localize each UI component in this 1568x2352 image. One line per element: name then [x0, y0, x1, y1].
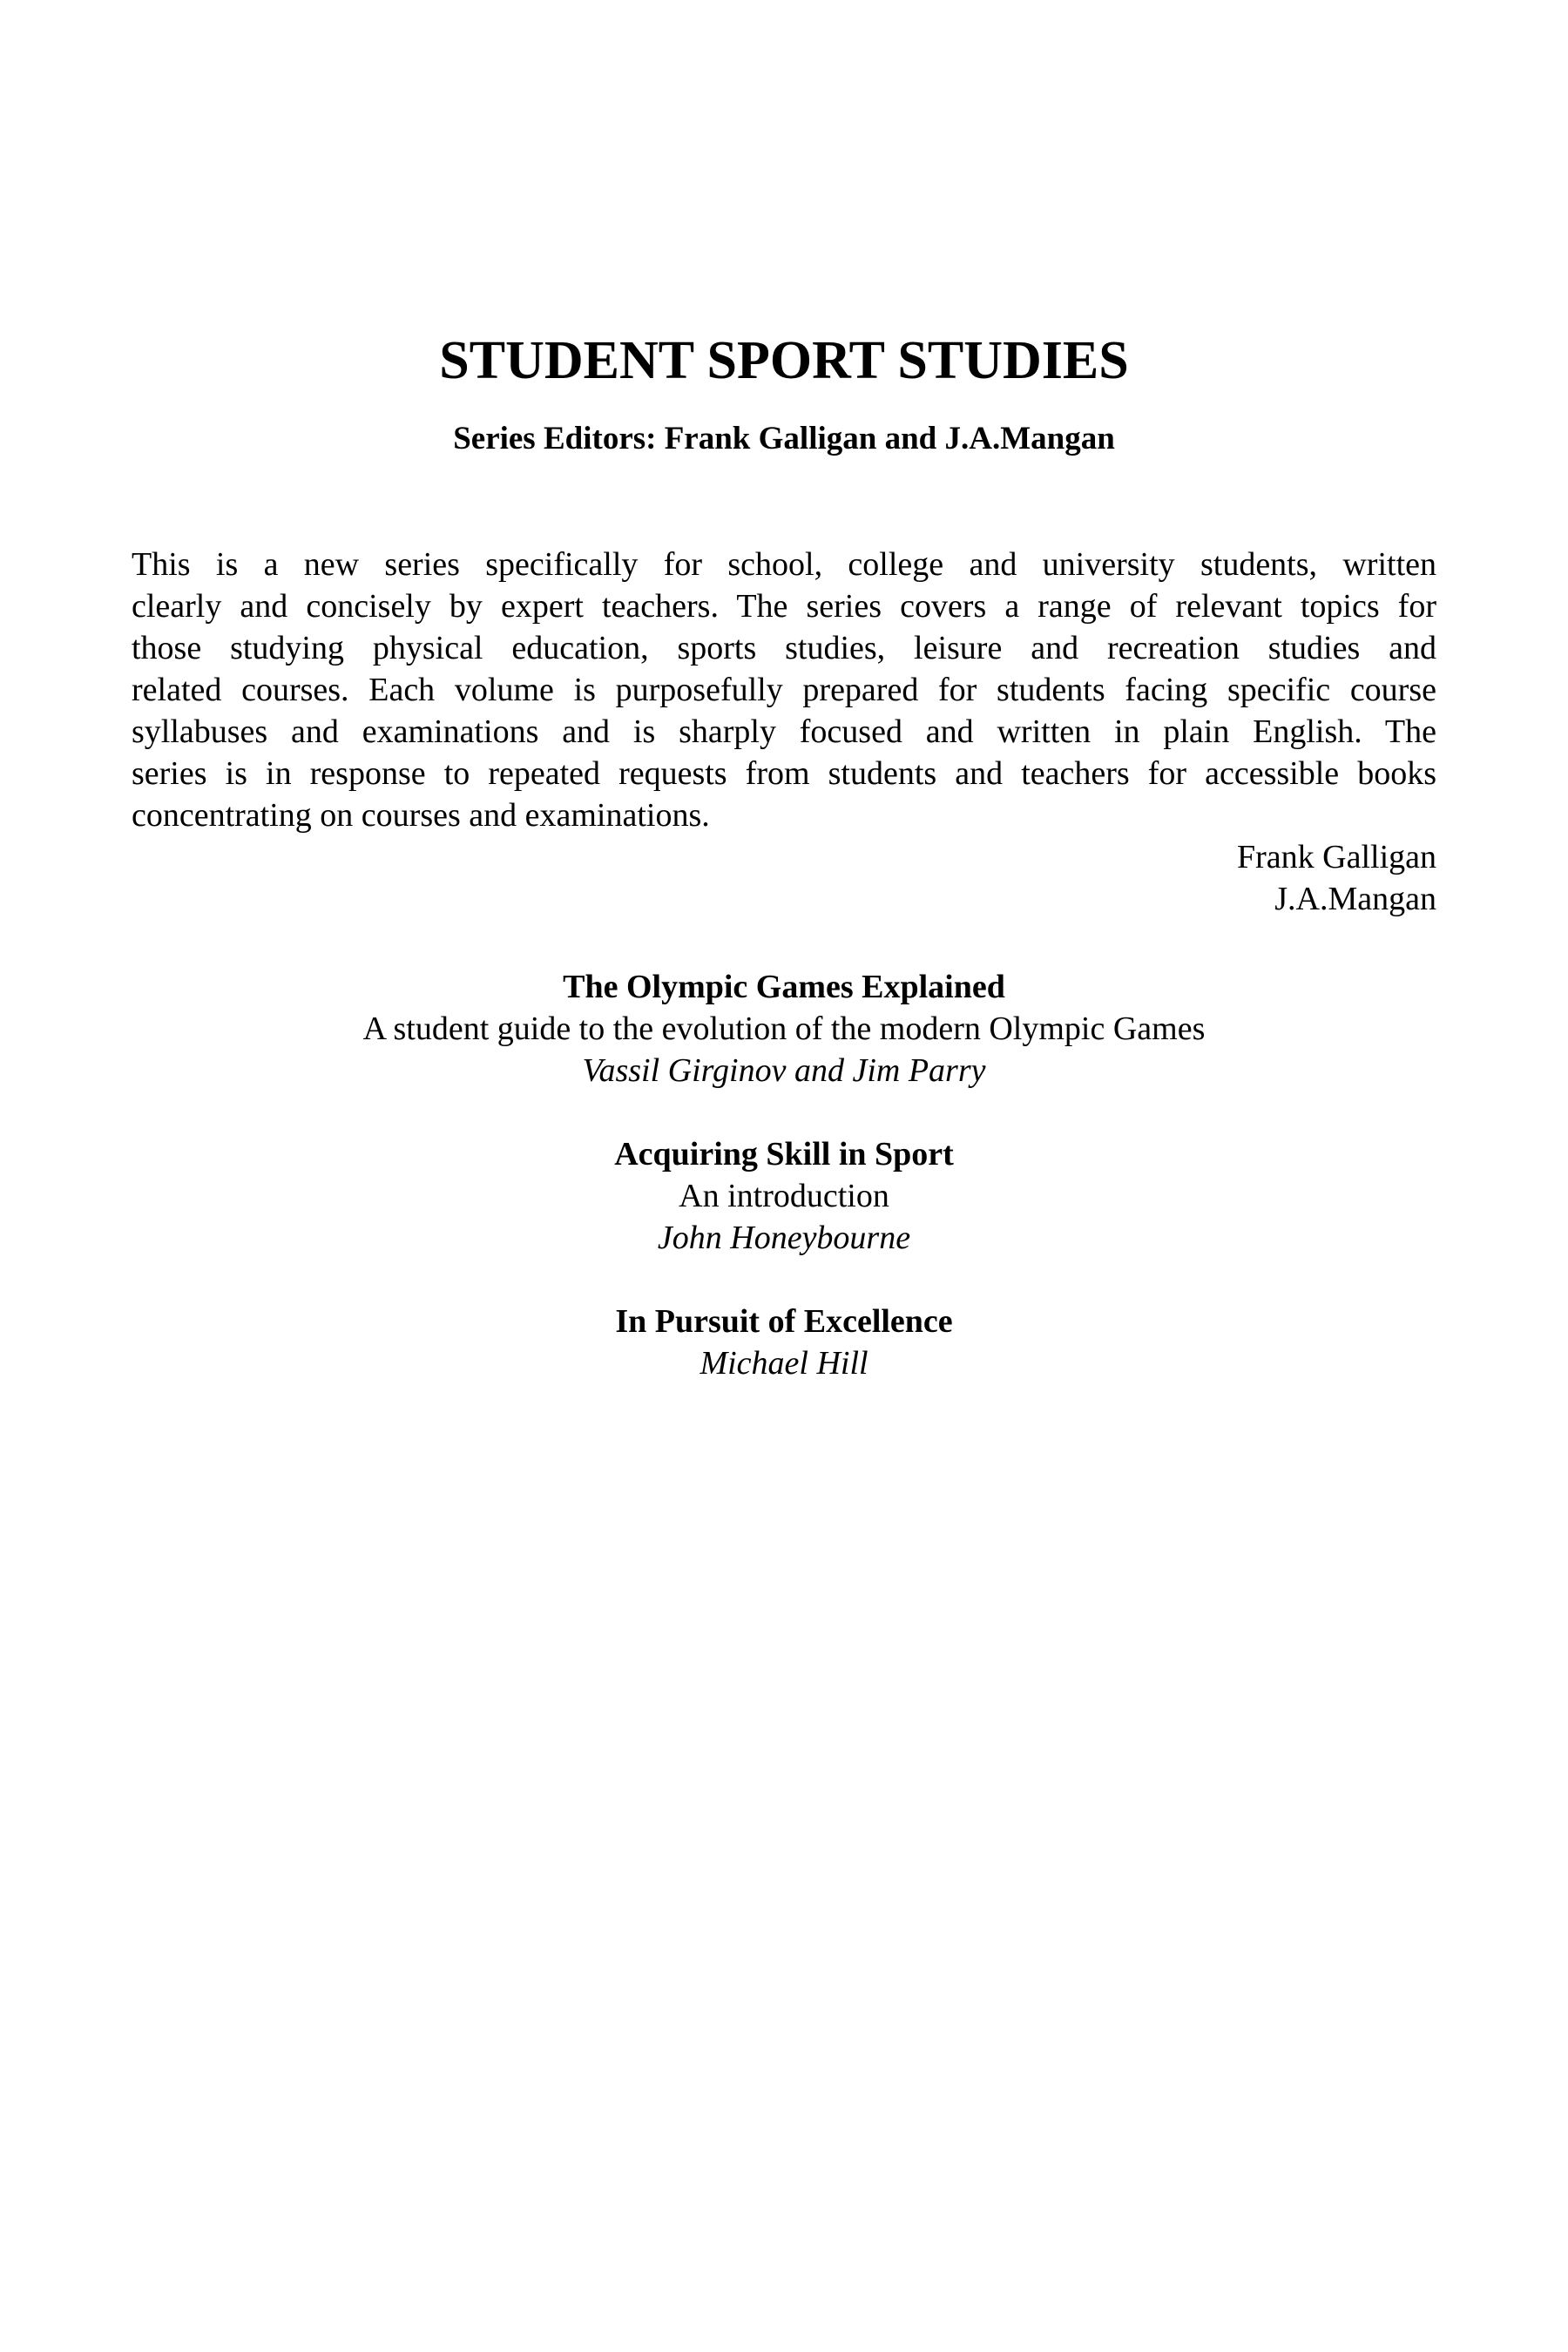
book-subtitle: An introduction [679, 1178, 889, 1214]
book-title: Acquiring Skill in Sport [614, 1136, 954, 1173]
description-line: concentrating on courses and examinations. [132, 797, 710, 834]
book-title: In Pursuit of Excellence [615, 1303, 953, 1340]
book-authors: Michael Hill [700, 1345, 868, 1382]
series-editors: Series Editors: Frank Galligan and J.A.Mangan [453, 421, 1115, 456]
book-subtitle: A student guide to the evolution of the modern Olympic Games [362, 1010, 1206, 1047]
signature-mangan: J.A.Mangan [1274, 881, 1436, 917]
description-line: syllabuses and examinations and is sharply focused and written in plain English. The [132, 713, 1436, 750]
description-line: related courses. Each volume is purposefully prepared for students facing specific course [132, 672, 1436, 708]
book-authors: Vassil Girginov and Jim Parry [582, 1052, 986, 1089]
description-line: This is a new series specifically for school, college and university students, written [132, 546, 1436, 583]
description-line: those studying physical education, sports studies, leisure and recreation studies and [132, 630, 1436, 666]
series-title: STUDENT SPORT STUDIES [439, 331, 1129, 390]
description-line: series is in response to repeated requests from students and teachers for accessible books [132, 755, 1436, 792]
description-line: clearly and concisely by expert teachers. The series covers a range of relevant topics for [132, 588, 1436, 625]
book-title: The Olympic Games Explained [563, 969, 1005, 1005]
book-authors: John Honeybourne [657, 1220, 911, 1256]
signature-galligan: Frank Galligan [1236, 839, 1436, 875]
